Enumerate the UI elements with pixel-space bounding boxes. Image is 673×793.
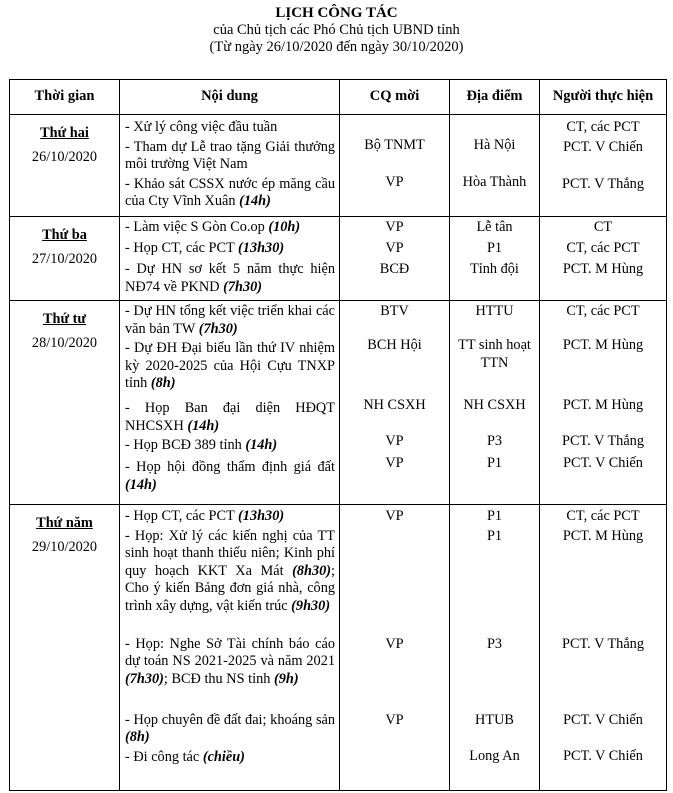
activity-text: - Họp hội đồng thẩm định giá đất xyxy=(125,459,335,475)
content-cell xyxy=(120,505,340,791)
activity-text: - Họp CT, các PCT xyxy=(125,240,235,256)
org-value: VP xyxy=(385,174,404,190)
day-cell xyxy=(10,115,120,217)
activity-item xyxy=(120,139,339,176)
org-value: VP xyxy=(385,433,404,449)
place-cell xyxy=(450,115,540,217)
activity-time: (8h30) xyxy=(292,562,332,579)
place-value: Long An xyxy=(469,747,520,764)
activity-time: (13h30) xyxy=(238,508,285,524)
activity-item xyxy=(120,219,339,240)
day-date: 27/10/2020 xyxy=(31,251,98,267)
place-value: HTUB xyxy=(475,711,514,728)
document-period: (Từ ngày 26/10/2020 đến ngày 30/10/2020) xyxy=(209,39,464,55)
person-value: PCT. V Chiến xyxy=(563,138,643,155)
person-value: CT xyxy=(593,219,613,235)
activity-item xyxy=(120,303,339,340)
day-row xyxy=(10,505,667,791)
org-cell xyxy=(340,301,450,505)
activity-text: - Làm việc S Gòn Co.op xyxy=(125,219,265,235)
activity-text: - Dự ĐH Đại biểu lần thứ IV nhiệm kỳ 2020-2025 của Hội Cựu TNXP tỉnh xyxy=(125,340,335,391)
activity-time: (9h) xyxy=(273,670,299,687)
person-value: CT, các PCT xyxy=(566,240,640,256)
org-cell xyxy=(340,505,450,791)
org-cell xyxy=(340,115,450,217)
document-header xyxy=(0,0,673,56)
org-value: VP xyxy=(385,240,404,256)
activity-text: - Họp CT, các PCT xyxy=(125,508,235,524)
place-value: Hà Nội xyxy=(473,137,516,153)
org-value: VP xyxy=(385,219,404,235)
person-value: PCT. M Hùng xyxy=(562,261,644,277)
org-value xyxy=(340,528,449,636)
activity-item xyxy=(120,240,339,261)
activity-time: (14h) xyxy=(245,437,278,453)
activity-time: (14h) xyxy=(239,193,271,209)
activity-time: (10h) xyxy=(268,219,301,235)
activity-text: - Họp: Nghe Sở Tài chính báo cáo dự toán NS 2021-2025 và năm 2021 xyxy=(125,635,335,669)
activity-item xyxy=(120,176,339,214)
org-cell xyxy=(340,217,450,301)
activity-item xyxy=(120,528,339,636)
day-date: 26/10/2020 xyxy=(31,149,98,165)
activity-time: (8h) xyxy=(125,729,150,745)
place-value: P3 xyxy=(486,635,503,652)
person-cell xyxy=(540,115,667,217)
place-value xyxy=(450,119,539,137)
day-name: Thứ hai xyxy=(40,125,89,141)
content-cell xyxy=(120,301,340,505)
org-value: BCH Hội xyxy=(367,337,422,353)
activity-time: (7h30) xyxy=(198,320,238,337)
content-cell xyxy=(120,217,340,301)
org-value: VP xyxy=(385,635,404,652)
document-subtitle: của Chủ tịch các Phó Chủ tịch UBND tỉnh xyxy=(213,22,460,38)
place-value: P1 xyxy=(486,240,503,256)
place-cell xyxy=(450,217,540,301)
person-value: PCT. M Hùng xyxy=(562,397,644,413)
place-value: HTTU xyxy=(475,303,514,319)
org-value: BCĐ xyxy=(379,261,410,277)
activity-item xyxy=(120,459,339,496)
org-value: Bộ TNMT xyxy=(364,137,425,153)
activity-text: ; BCĐ thu NS tỉnh xyxy=(163,670,271,687)
person-value: CT, các PCT xyxy=(566,119,640,135)
person-value: CT, các PCT xyxy=(566,303,640,319)
place-value: Tỉnh đội xyxy=(470,261,519,277)
person-cell xyxy=(540,505,667,791)
org-value: NH CSXH xyxy=(363,397,426,413)
activity-item xyxy=(120,508,339,528)
day-name: Thứ tư xyxy=(43,311,86,327)
place-value: P1 xyxy=(486,527,503,544)
activity-text: - Dự HN sơ kết 5 năm thực hiện NĐ74 về PKND xyxy=(125,261,335,295)
place-value: P1 xyxy=(486,455,503,471)
activity-time: (7h30) xyxy=(125,670,164,687)
activity-time: (14h) xyxy=(187,417,220,434)
day-name: Thứ năm xyxy=(36,515,93,531)
person-value: PCT. V Chiến xyxy=(563,455,643,471)
activity-time: (9h30) xyxy=(291,597,331,614)
col-org-header: CQ mời xyxy=(340,80,450,115)
day-cell xyxy=(10,301,120,505)
place-cell xyxy=(450,301,540,505)
org-value: VP xyxy=(385,711,404,728)
activity-item xyxy=(120,437,339,459)
activity-text: - Họp BCĐ 389 tỉnh xyxy=(125,437,242,453)
activity-time: (13h30) xyxy=(238,240,285,256)
place-value: Hòa Thành xyxy=(462,174,527,190)
activity-text: - Xử lý công việc đầu tuần xyxy=(125,119,278,135)
col-person-header: Người thực hiện xyxy=(540,80,667,115)
col-content-header: Nội dung xyxy=(120,80,340,115)
person-cell xyxy=(540,217,667,301)
activity-text: - Họp: Xử lý các kiến nghị của TT sinh hoạt thanh thiếu niên; Kinh phí quy hoạch KKT Xa Mát xyxy=(125,527,335,579)
document-title: LỊCH CÔNG TÁC xyxy=(275,5,398,21)
person-value: CT, các PCT xyxy=(566,508,640,524)
activity-text: - Khảo sát CSSX nước ép măng cầu của Cty Vĩnh Xuân xyxy=(125,175,335,209)
person-value: PCT. V Chiến xyxy=(563,711,643,728)
place-cell xyxy=(450,505,540,791)
activity-text: - Họp Ban đại diện HĐQT NHCSXH xyxy=(125,400,335,434)
org-value: VP xyxy=(385,508,404,524)
day-row xyxy=(10,301,667,505)
activity-item xyxy=(120,261,339,298)
activity-time: (14h) xyxy=(125,476,157,493)
activity-text: - Dự HN tổng kết việc triển khai các văn bản TW xyxy=(125,303,335,337)
person-cell xyxy=(540,301,667,505)
activity-item xyxy=(120,119,339,139)
person-value: PCT. V Thắng xyxy=(562,175,644,192)
activity-time: (8h) xyxy=(150,375,176,391)
place-value: P1 xyxy=(486,508,503,524)
day-cell xyxy=(10,217,120,301)
day-row xyxy=(10,115,667,217)
activity-text: - Họp chuyên đề đất đai; khoáng sản xyxy=(125,711,335,728)
col-time-header: Thời gian xyxy=(10,80,120,115)
day-cell xyxy=(10,505,120,791)
day-date: 28/10/2020 xyxy=(31,335,98,351)
person-value: PCT. V Chiến xyxy=(563,747,643,764)
org-value: VP xyxy=(385,455,404,471)
person-value: PCT. M Hùng xyxy=(562,337,644,353)
person-value: PCT. V Thắng xyxy=(562,433,644,449)
org-value xyxy=(340,119,449,137)
place-value: NH CSXH xyxy=(463,397,526,413)
place-value: TT sinh hoạt TTN xyxy=(458,337,531,371)
schedule-table xyxy=(9,79,667,791)
activity-text: - Đi công tác xyxy=(125,748,200,765)
activity-item xyxy=(120,400,339,437)
day-date: 29/10/2020 xyxy=(31,539,98,555)
person-value: PCT. M Hùng xyxy=(562,527,644,544)
table-header-row xyxy=(10,80,667,115)
activity-item xyxy=(120,340,339,400)
activity-item xyxy=(120,749,339,777)
activity-time: (7h30) xyxy=(223,278,263,295)
place-value: Lễ tân xyxy=(476,219,513,235)
activity-item xyxy=(120,636,339,712)
activity-text: - Tham dự Lễ trao tặng Giải thưởng môi trường Việt Nam xyxy=(125,138,335,172)
content-cell xyxy=(120,115,340,217)
activity-item xyxy=(120,712,339,749)
activity-time: (chiều) xyxy=(202,748,245,765)
day-name: Thứ ba xyxy=(42,227,87,243)
activity-text: ; Cho ý kiến Bảng đơn giá nhà, công trình xây dựng, vật kiến trúc xyxy=(125,562,335,614)
day-row xyxy=(10,217,667,301)
org-value xyxy=(340,748,449,776)
org-value: BTV xyxy=(380,303,409,319)
col-place-header: Địa điểm xyxy=(450,80,540,115)
person-value: PCT. V Thắng xyxy=(562,635,644,652)
place-value: P3 xyxy=(486,433,503,449)
